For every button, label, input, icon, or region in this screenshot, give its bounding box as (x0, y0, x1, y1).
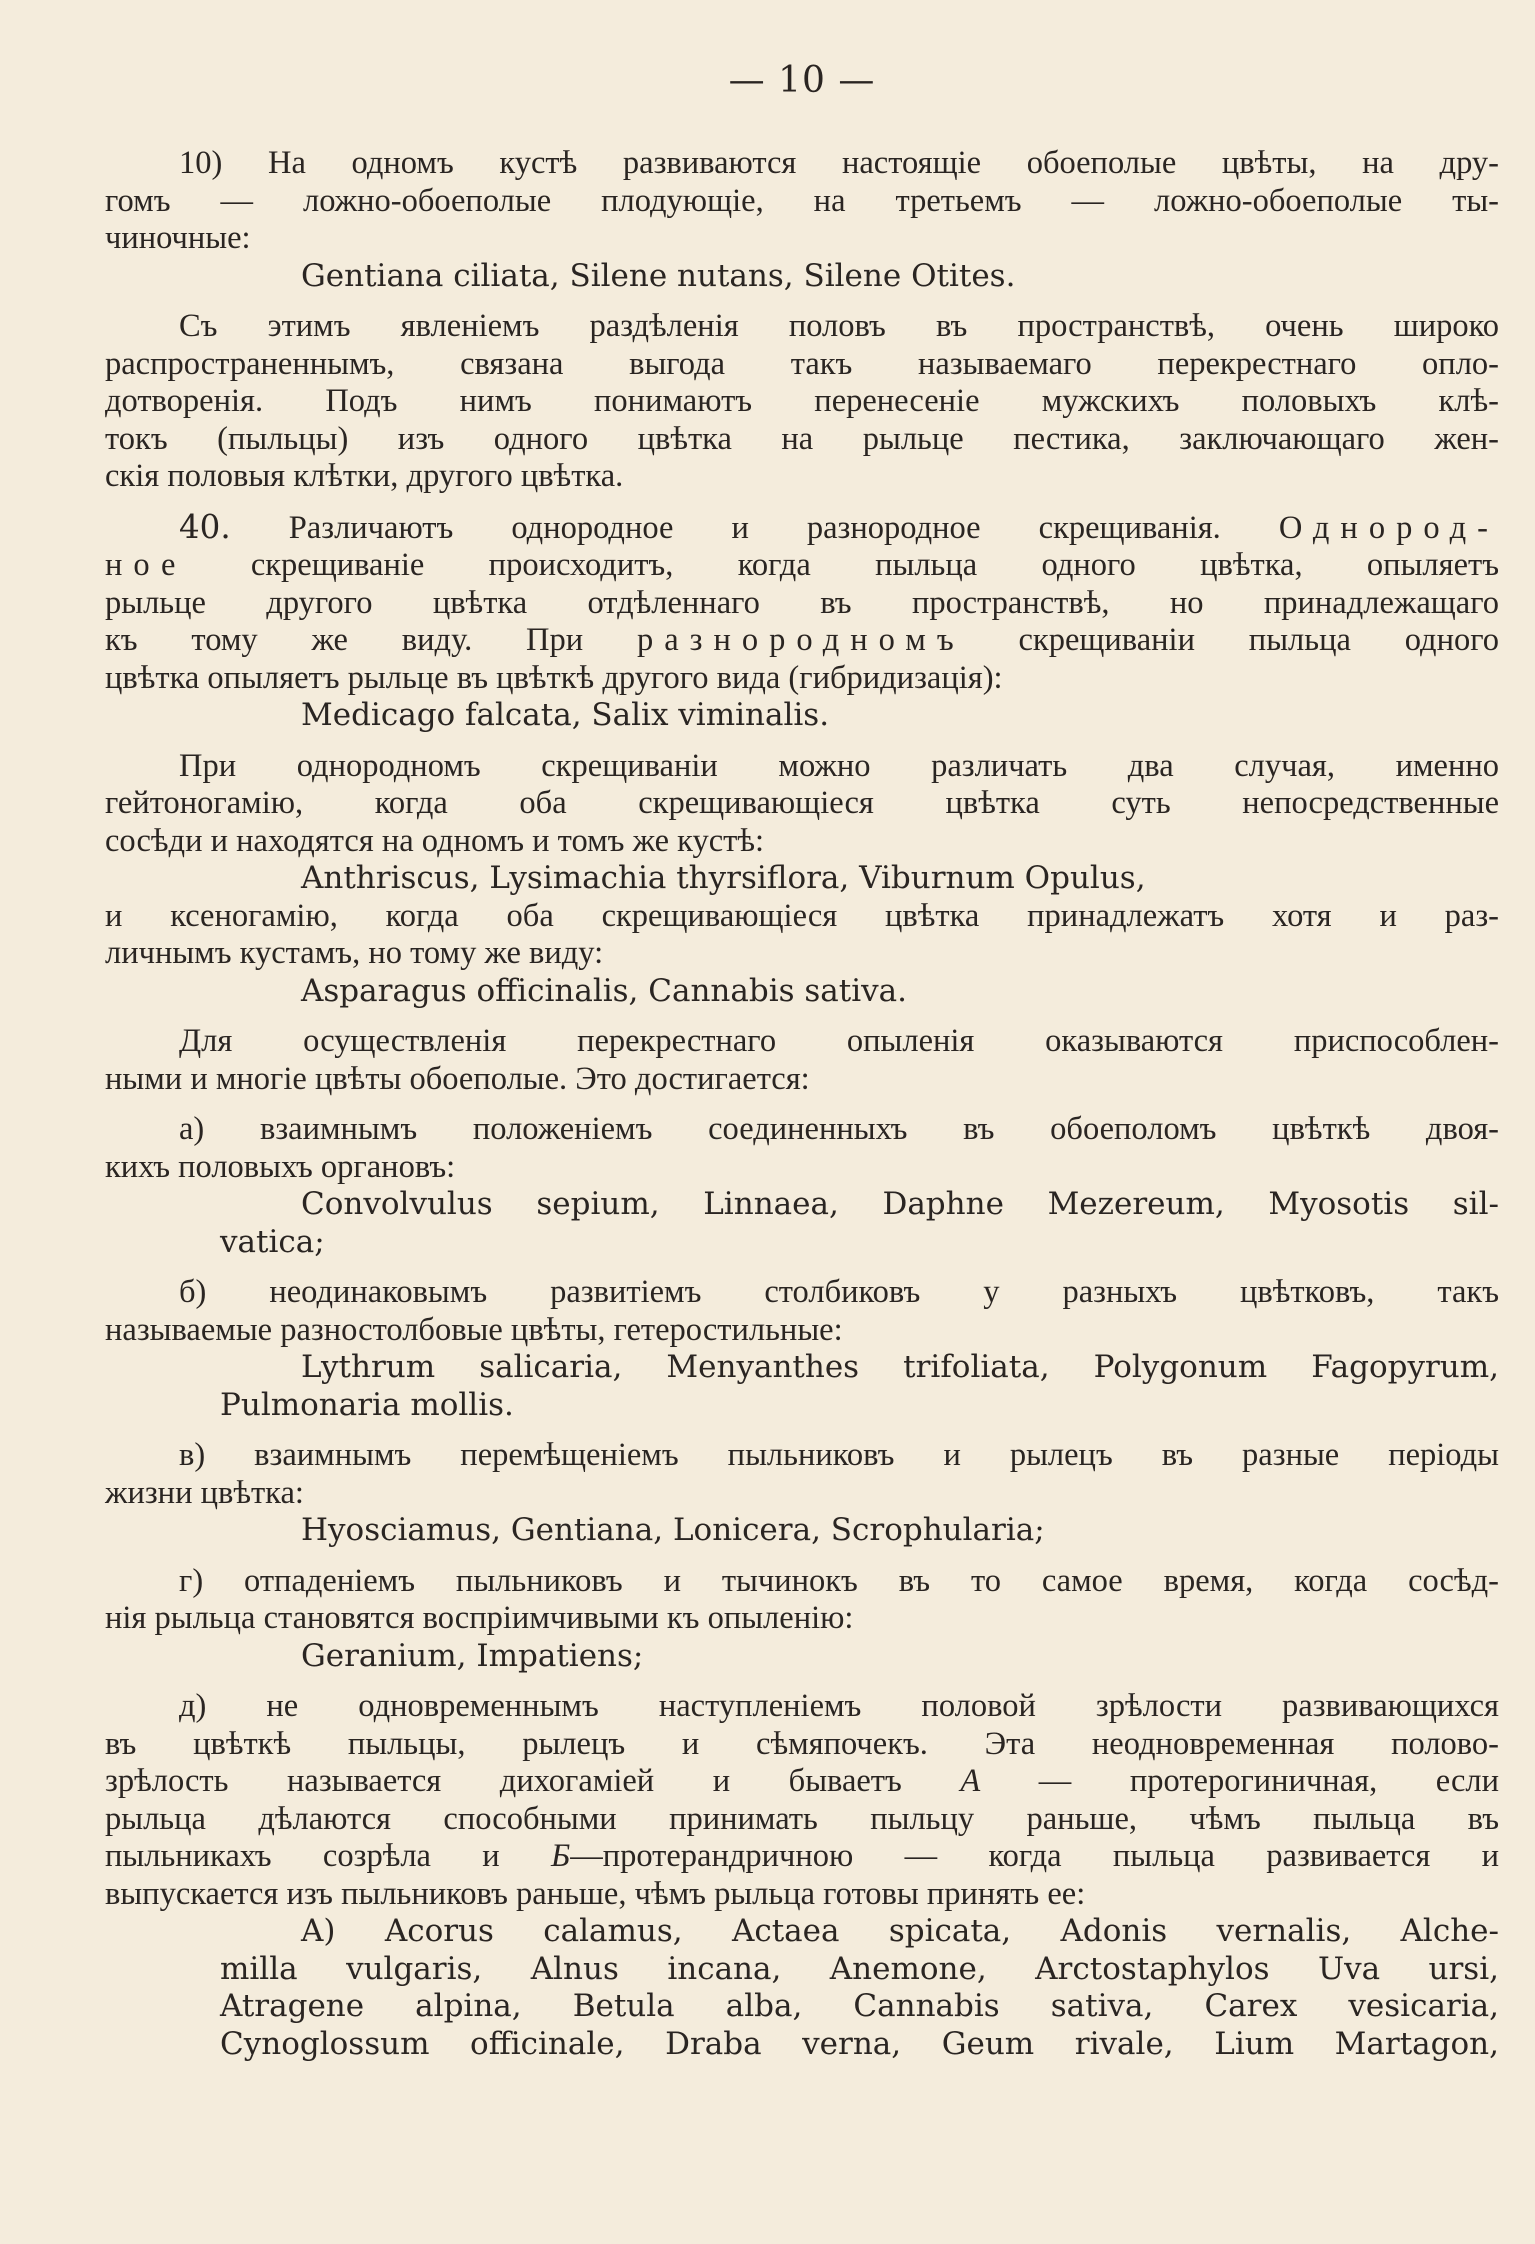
text-line: в) взаимнымъ перемѣщеніемъ пыльниковъ и рылецъ въ разные періоды (179, 1437, 1499, 1473)
paragraph-adaptations (105, 1023, 1499, 1098)
text-fragment: къ тому же виду. При (105, 622, 584, 658)
item-d (105, 1688, 1499, 2063)
text-line: При однородномъ скрещиваніи можно различать два случая, именно (179, 747, 1499, 784)
text-line: жизни цвѣтка: (105, 1474, 304, 1511)
species-list: Cynoglossum officinale, Draba verna, Geum rivale, Lium Martagon, (220, 2025, 1499, 2062)
text-line: чиночные: (105, 220, 251, 256)
text-fragment: скрещиваніи пыльца одного (1018, 622, 1499, 658)
section-number: 40. (179, 507, 231, 546)
text-fragment: Различаютъ однородное и разнородное скрещиванія. (288, 509, 1221, 546)
item-b (105, 1274, 1499, 1424)
text-line: гомъ — ложно-обоеполые плодующіе, на третьемъ — ложно-обоеполые ты- (105, 182, 1499, 219)
text-line: дотворенія. Подъ нимъ понимаютъ перенесеніе мужскихъ половыхъ клѣ- (105, 383, 1499, 419)
text-line: токъ (пыльцы) изъ одного цвѣтка на рыльце пестика, заключающаго жен- (105, 420, 1499, 457)
text-fragment: пыльникахъ созрѣла и (105, 1838, 500, 1874)
text-fragment: зрѣлость называется дихогаміей и бываетъ (105, 1763, 902, 1799)
text-line: г) отпаденіемъ пыльниковъ и тычинокъ въ то самое время, когда сосѣд- (179, 1562, 1499, 1599)
text-line: сосѣди и находятся на одномъ и томъ же кустѣ: (105, 822, 765, 859)
species-list: A) Acorus calamus, Actaea spicata, Adonis vernalis, Alche- (301, 1913, 1499, 1949)
text-line: личнымъ кустамъ, но тому же виду: (105, 935, 604, 971)
italic-letter: Б (551, 1838, 571, 1874)
text-line: называемые разностолбовые цвѣты, гетеростильные: (105, 1311, 843, 1348)
text-line (105, 1763, 1499, 1801)
item-v (105, 1437, 1499, 1550)
species-list: vatica; (220, 1223, 325, 1260)
species-list: Medicago falcata, Salix viminalis. (301, 697, 830, 733)
text-line (105, 547, 1499, 585)
text-line: Съ этимъ явленіемъ раздѣленія половъ въ пространствѣ, очень широко (179, 308, 1499, 344)
text-line: д) не одновременнымъ наступленіемъ половой зрѣлости развивающихся (179, 1688, 1499, 1724)
text-line: кихъ половыхъ органовъ: (105, 1148, 456, 1185)
text-line: распространеннымъ, связана выгода такъ называемаго перекрестнаго опло- (105, 345, 1499, 382)
text-fragment: скрещиваніе происходитъ, когда пыльца одного цвѣтка, опыляетъ (250, 547, 1500, 583)
species-list: Lythrum salicaria, Menyanthes trifoliata, Polygonum Fagopyrum, (301, 1349, 1499, 1385)
text-line: Для осуществленія перекрестнаго опыленія оказываются приспособлен- (179, 1023, 1499, 1059)
text-line: скія половыя клѣтки, другого цвѣтка. (105, 458, 624, 494)
text-line: ными и многіе цвѣты обоеполые. Это достигается: (105, 1060, 810, 1097)
spaced-term: ное (105, 547, 187, 583)
text-line (105, 1838, 1499, 1876)
species-list: Geranium, Impatiens; (301, 1637, 644, 1674)
text-fragment: — протерогиничная, если (1038, 1763, 1500, 1799)
text-line: 10) На одномъ кустѣ развиваются настоящіе обоеполые цвѣты, на дру- (179, 145, 1499, 181)
text-line: гейтоногамію, когда оба скрещивающіеся цвѣтка суть непосредственные (105, 785, 1499, 821)
text-line: б) неодинаковымъ развитіемъ столбиковъ у разныхъ цвѣтковъ, такъ (179, 1274, 1499, 1310)
section-40 (105, 509, 1499, 735)
species-list: Anthriscus, Lysimachia thyrsiflora, Viburnum Opulus, (301, 860, 1146, 896)
species-list: Asparagus officinalis, Cannabis sativa. (301, 972, 908, 1009)
text-line: рыльце другого цвѣтка отдѣленнаго въ пространствѣ, но принадлежащаго (105, 584, 1499, 621)
item-g (105, 1563, 1499, 1676)
spaced-term: Однород- (1278, 509, 1499, 546)
spaced-term: разнородномъ (637, 622, 965, 658)
text-line: цвѣтка опыляетъ рыльце въ цвѣткѣ другого вида (гибридизація): (105, 659, 1003, 696)
species-list: milla vulgaris, Alnus incana, Anemone, Arctostaphylos Uva ursi, (220, 1950, 1499, 1987)
item-a (105, 1111, 1499, 1261)
paragraph-homogeneous (105, 748, 1499, 1011)
text-line (105, 622, 1499, 660)
species-list: Gentiana ciliata, Silene nutans, Silene Otites. (301, 257, 1016, 294)
italic-letter: А (960, 1763, 981, 1799)
paragraph-separation (105, 308, 1499, 496)
species-list: Hyosciamus, Gentiana, Lonicera, Scrophularia; (301, 1512, 1045, 1548)
text-line: и ксеногамію, когда оба скрещивающіеся цвѣтка принадлежатъ хотя и раз- (105, 897, 1499, 934)
species-list: Convolvulus sepium, Linnaea, Daphne Mezereum, Myosotis sil- (301, 1186, 1499, 1222)
page-number: — 10 — (728, 60, 876, 101)
text-line (105, 509, 1499, 548)
text-line: рыльца дѣлаются способными принимать пыльцу раньше, чѣмъ пыльца въ (105, 1800, 1499, 1837)
text-line: въ цвѣткѣ пыльцы, рылецъ и сѣмяпочекъ. Эта неодновременная полово- (105, 1725, 1499, 1762)
species-list: Pulmonaria mollis. (220, 1386, 514, 1423)
paragraph-10 (105, 145, 1499, 295)
text-line: нія рыльца становятся воспріимчивыми къ опыленію: (105, 1600, 854, 1636)
text-fragment: —протерандричною — когда пыльца развивается и (570, 1838, 1500, 1874)
text-line: а) взаимнымъ положеніемъ соединенныхъ въ обоеполомъ цвѣткѣ двоя- (179, 1111, 1499, 1147)
species-list: Atragene alpina, Betula alba, Cannabis sativa, Carex vesicaria, (220, 1988, 1499, 2024)
text-line: выпускается изъ пыльниковъ раньше, чѣмъ рыльца готовы принять ее: (105, 1875, 1086, 1912)
